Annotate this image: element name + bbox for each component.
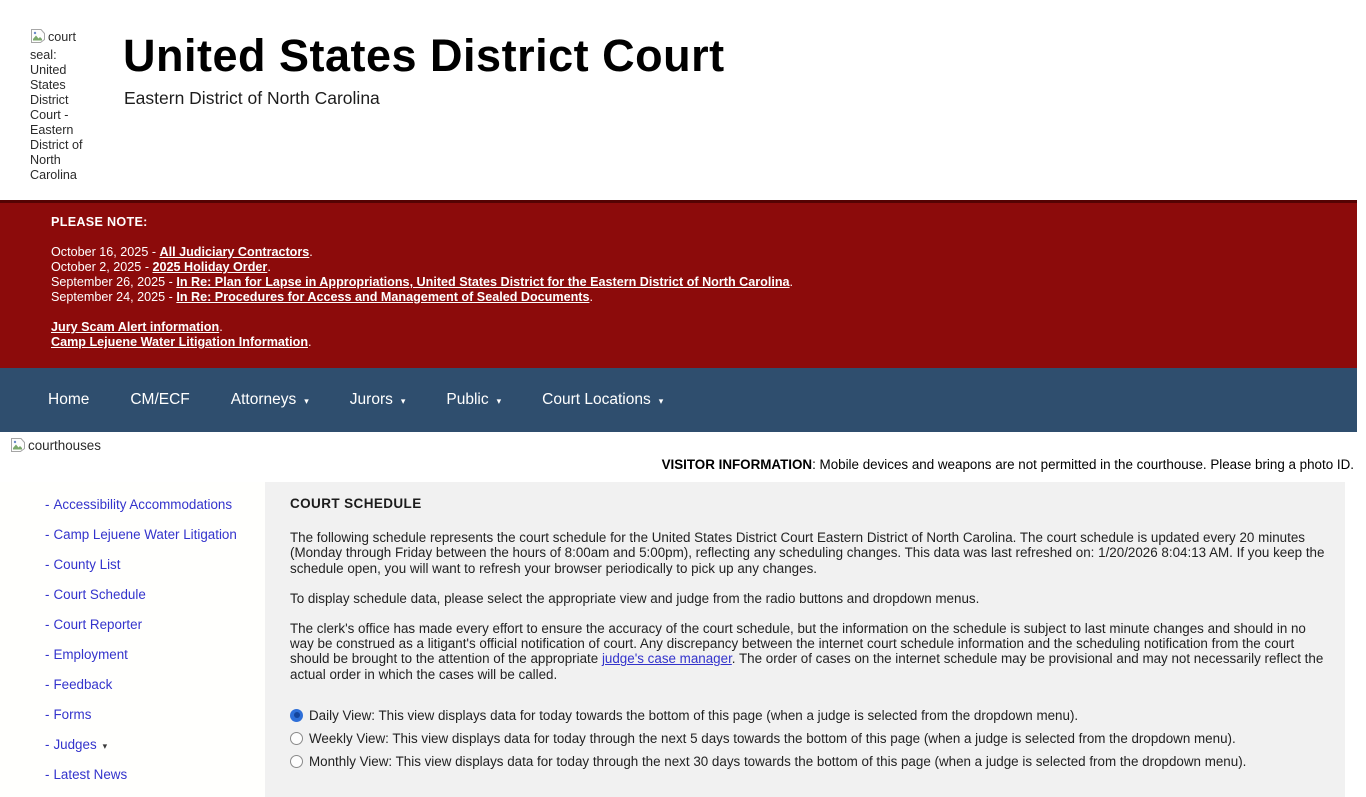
monthly-view-label: Monthly View: This view displays data for today through the next 30 days towards the bottom of this page (when a judge is selected from the dropdown menu).: [309, 754, 1247, 770]
weekly-view-option: [290, 731, 1331, 746]
sidebar-item-latest-news[interactable]: [45, 767, 265, 782]
page-subtitle: Eastern District of North Carolina: [124, 88, 380, 108]
nav-item-attorneys[interactable]: [231, 391, 309, 409]
notice-suffix: .: [789, 275, 794, 289]
page-header: [0, 0, 1366, 200]
court-schedule-panel: [265, 482, 1345, 797]
sidebar: [0, 482, 265, 797]
main-navigation: [0, 368, 1357, 432]
sidebar-link[interactable]: Judges: [53, 737, 97, 752]
weekly-view-radio[interactable]: [290, 732, 303, 745]
list-dash: -: [45, 617, 50, 632]
nav-label: Attorneys: [230, 391, 297, 408]
sidebar-link[interactable]: Feedback: [53, 677, 113, 692]
display-instructions-paragraph: To display schedule data, please select the appropriate view and judge from the radio buttons and dropdown menus.: [290, 590, 980, 606]
content-area: [0, 482, 1366, 782]
nav-item-court-locations[interactable]: [542, 391, 663, 409]
list-dash: -: [45, 677, 50, 692]
notice-suffix: .: [219, 320, 223, 334]
notice-link-camp-lejuene[interactable]: Camp Lejuene Water Litigation Information: [51, 335, 309, 349]
notice-link-holiday-order[interactable]: 2025 Holiday Order: [152, 260, 268, 274]
clerk-disclaimer-text: The clerk's office has made every effort to ensure the accuracy of the court schedule, but the information on the schedule is subject to last minute changes and should in no way be construed as a litigant's official notification of court. Any discrepancy between the internet court schedule information and the scheduling notification from the court should be brought to the attention of the appropriate: [290, 621, 1306, 667]
list-dash: -: [45, 767, 50, 782]
broken-image-icon: [10, 441, 26, 456]
list-dash: -: [45, 497, 50, 512]
notice-date: September 26, 2025 -: [51, 275, 177, 289]
notice-suffix: .: [308, 335, 312, 349]
chevron-down-icon: ▾: [496, 395, 502, 406]
sidebar-link[interactable]: Latest News: [53, 767, 128, 782]
sidebar-item-court-reporter[interactable]: [45, 617, 265, 632]
visitor-information-label: VISITOR INFORMATION: [661, 457, 813, 472]
notice-link-sealed-documents[interactable]: In Re: Procedures for Access and Management of Sealed Documents: [176, 290, 590, 304]
chevron-down-icon: ▾: [304, 395, 309, 406]
sidebar-link[interactable]: Employment: [53, 647, 128, 662]
notice-item: [51, 335, 1327, 350]
nav-label: Home: [48, 391, 90, 408]
daily-view-radio[interactable]: [290, 709, 303, 722]
notice-suffix: .: [589, 290, 593, 304]
courthouses-alt-text: courthouses: [28, 438, 101, 453]
sidebar-link[interactable]: County List: [53, 557, 121, 572]
court-seal-broken-image: [30, 28, 90, 183]
notice-link-jury-scam-alert[interactable]: Jury Scam Alert information: [51, 320, 220, 334]
nav-item-home[interactable]: [48, 391, 89, 409]
schedule-description-paragraph: The following schedule represents the court schedule for the United States District Court Eastern District of North Carolina. The court schedule is updated every 20 minutes (Monday through Friday between the hours of 8:00am and 5:00pm), reflecting any scheduling changes. This data was last refreshed on: 1/20/2026 8:04:13 AM. If you keep the schedule open, you will want to refresh your browser periodically to pick up any changes.: [290, 530, 1325, 576]
nav-item-cmecf[interactable]: [130, 391, 189, 409]
notice-date: October 2, 2025 -: [51, 260, 153, 274]
daily-view-label: Daily View: This view displays data for today towards the bottom of this page (when a judge is selected from the dropdown menu).: [309, 707, 1079, 723]
notice-item: [51, 320, 1327, 335]
chevron-down-icon: ▾: [102, 741, 108, 751]
sidebar-link[interactable]: Court Reporter: [53, 617, 143, 632]
sidebar-item-feedback[interactable]: [45, 677, 265, 692]
monthly-view-option: [290, 754, 1331, 769]
view-radio-group: [290, 708, 1331, 770]
sidebar-item-court-schedule[interactable]: [45, 587, 265, 602]
notice-date: September 24, 2025 -: [51, 290, 177, 304]
judges-case-manager-link[interactable]: judge's case manager: [601, 651, 732, 667]
broken-image-icon: [30, 33, 46, 47]
daily-view-option: [290, 708, 1331, 723]
list-dash: -: [45, 737, 50, 752]
notice-date: October 16, 2025 -: [51, 245, 160, 259]
nav-item-public[interactable]: [446, 391, 501, 409]
nav-label: CM/ECF: [130, 391, 190, 408]
sidebar-item-county-list[interactable]: [45, 557, 265, 572]
list-dash: -: [45, 587, 50, 602]
seal-alt-text: court seal: United States District Court - Eastern District of North Carolina: [30, 30, 83, 182]
list-dash: -: [45, 557, 50, 572]
sidebar-item-judges[interactable]: [45, 737, 265, 752]
chevron-down-icon: ▾: [658, 395, 664, 406]
visitor-information: [0, 457, 1366, 474]
notice-heading: PLEASE NOTE:: [51, 215, 148, 229]
weekly-view-label: Weekly View: This view displays data for today through the next 5 days towards the bottom of this page (when a judge is selected from the dropdown menu).: [309, 731, 1236, 747]
clerk-disclaimer-paragraph: [290, 621, 1331, 682]
sidebar-item-camp-lejuene-water-litigation[interactable]: [45, 527, 265, 542]
sidebar-item-employment[interactable]: [45, 647, 265, 662]
section-heading: COURT SCHEDULE: [290, 496, 422, 511]
notice-item: [51, 275, 1327, 290]
notice-link-judiciary-contractors[interactable]: All Judiciary Contractors: [159, 245, 310, 259]
nav-label: Jurors: [349, 391, 393, 408]
notice-item: [51, 290, 1327, 305]
sidebar-link[interactable]: Forms: [53, 707, 92, 722]
notice-suffix: .: [267, 260, 271, 274]
chevron-down-icon: ▾: [400, 395, 406, 406]
list-dash: -: [45, 647, 50, 662]
sidebar-link[interactable]: Court Schedule: [53, 587, 146, 602]
sidebar-link[interactable]: Accessibility Accommodations: [53, 497, 233, 512]
notice-banner: [0, 200, 1357, 368]
nav-label: Public: [446, 391, 489, 408]
list-dash: -: [45, 707, 50, 722]
sidebar-item-forms[interactable]: [45, 707, 265, 722]
courthouses-broken-image: [10, 437, 1366, 454]
sidebar-item-accessibility-accommodations[interactable]: [45, 497, 265, 512]
nav-label: Court Locations: [542, 391, 651, 408]
list-dash: -: [45, 527, 50, 542]
monthly-view-radio[interactable]: [290, 755, 303, 768]
clerk-disclaimer-text: . The order of cases on the internet schedule may be provisional and may not necessarily reflect the actual order in which the cases will be called.: [290, 651, 1324, 682]
notice-item: [51, 245, 1327, 260]
notice-suffix: .: [309, 245, 313, 259]
page-title: United States District Court: [123, 30, 725, 81]
sidebar-link[interactable]: Camp Lejuene Water Litigation: [53, 527, 237, 542]
notice-link-lapse-appropriations[interactable]: In Re: Plan for Lapse in Appropriations, United States District for the Eastern District of North Carolina: [176, 275, 790, 289]
nav-item-jurors[interactable]: [350, 391, 406, 409]
notice-item: [51, 260, 1327, 275]
visitor-information-text: : Mobile devices and weapons are not permitted in the courthouse. Please bring a photo ID.: [812, 457, 1354, 472]
